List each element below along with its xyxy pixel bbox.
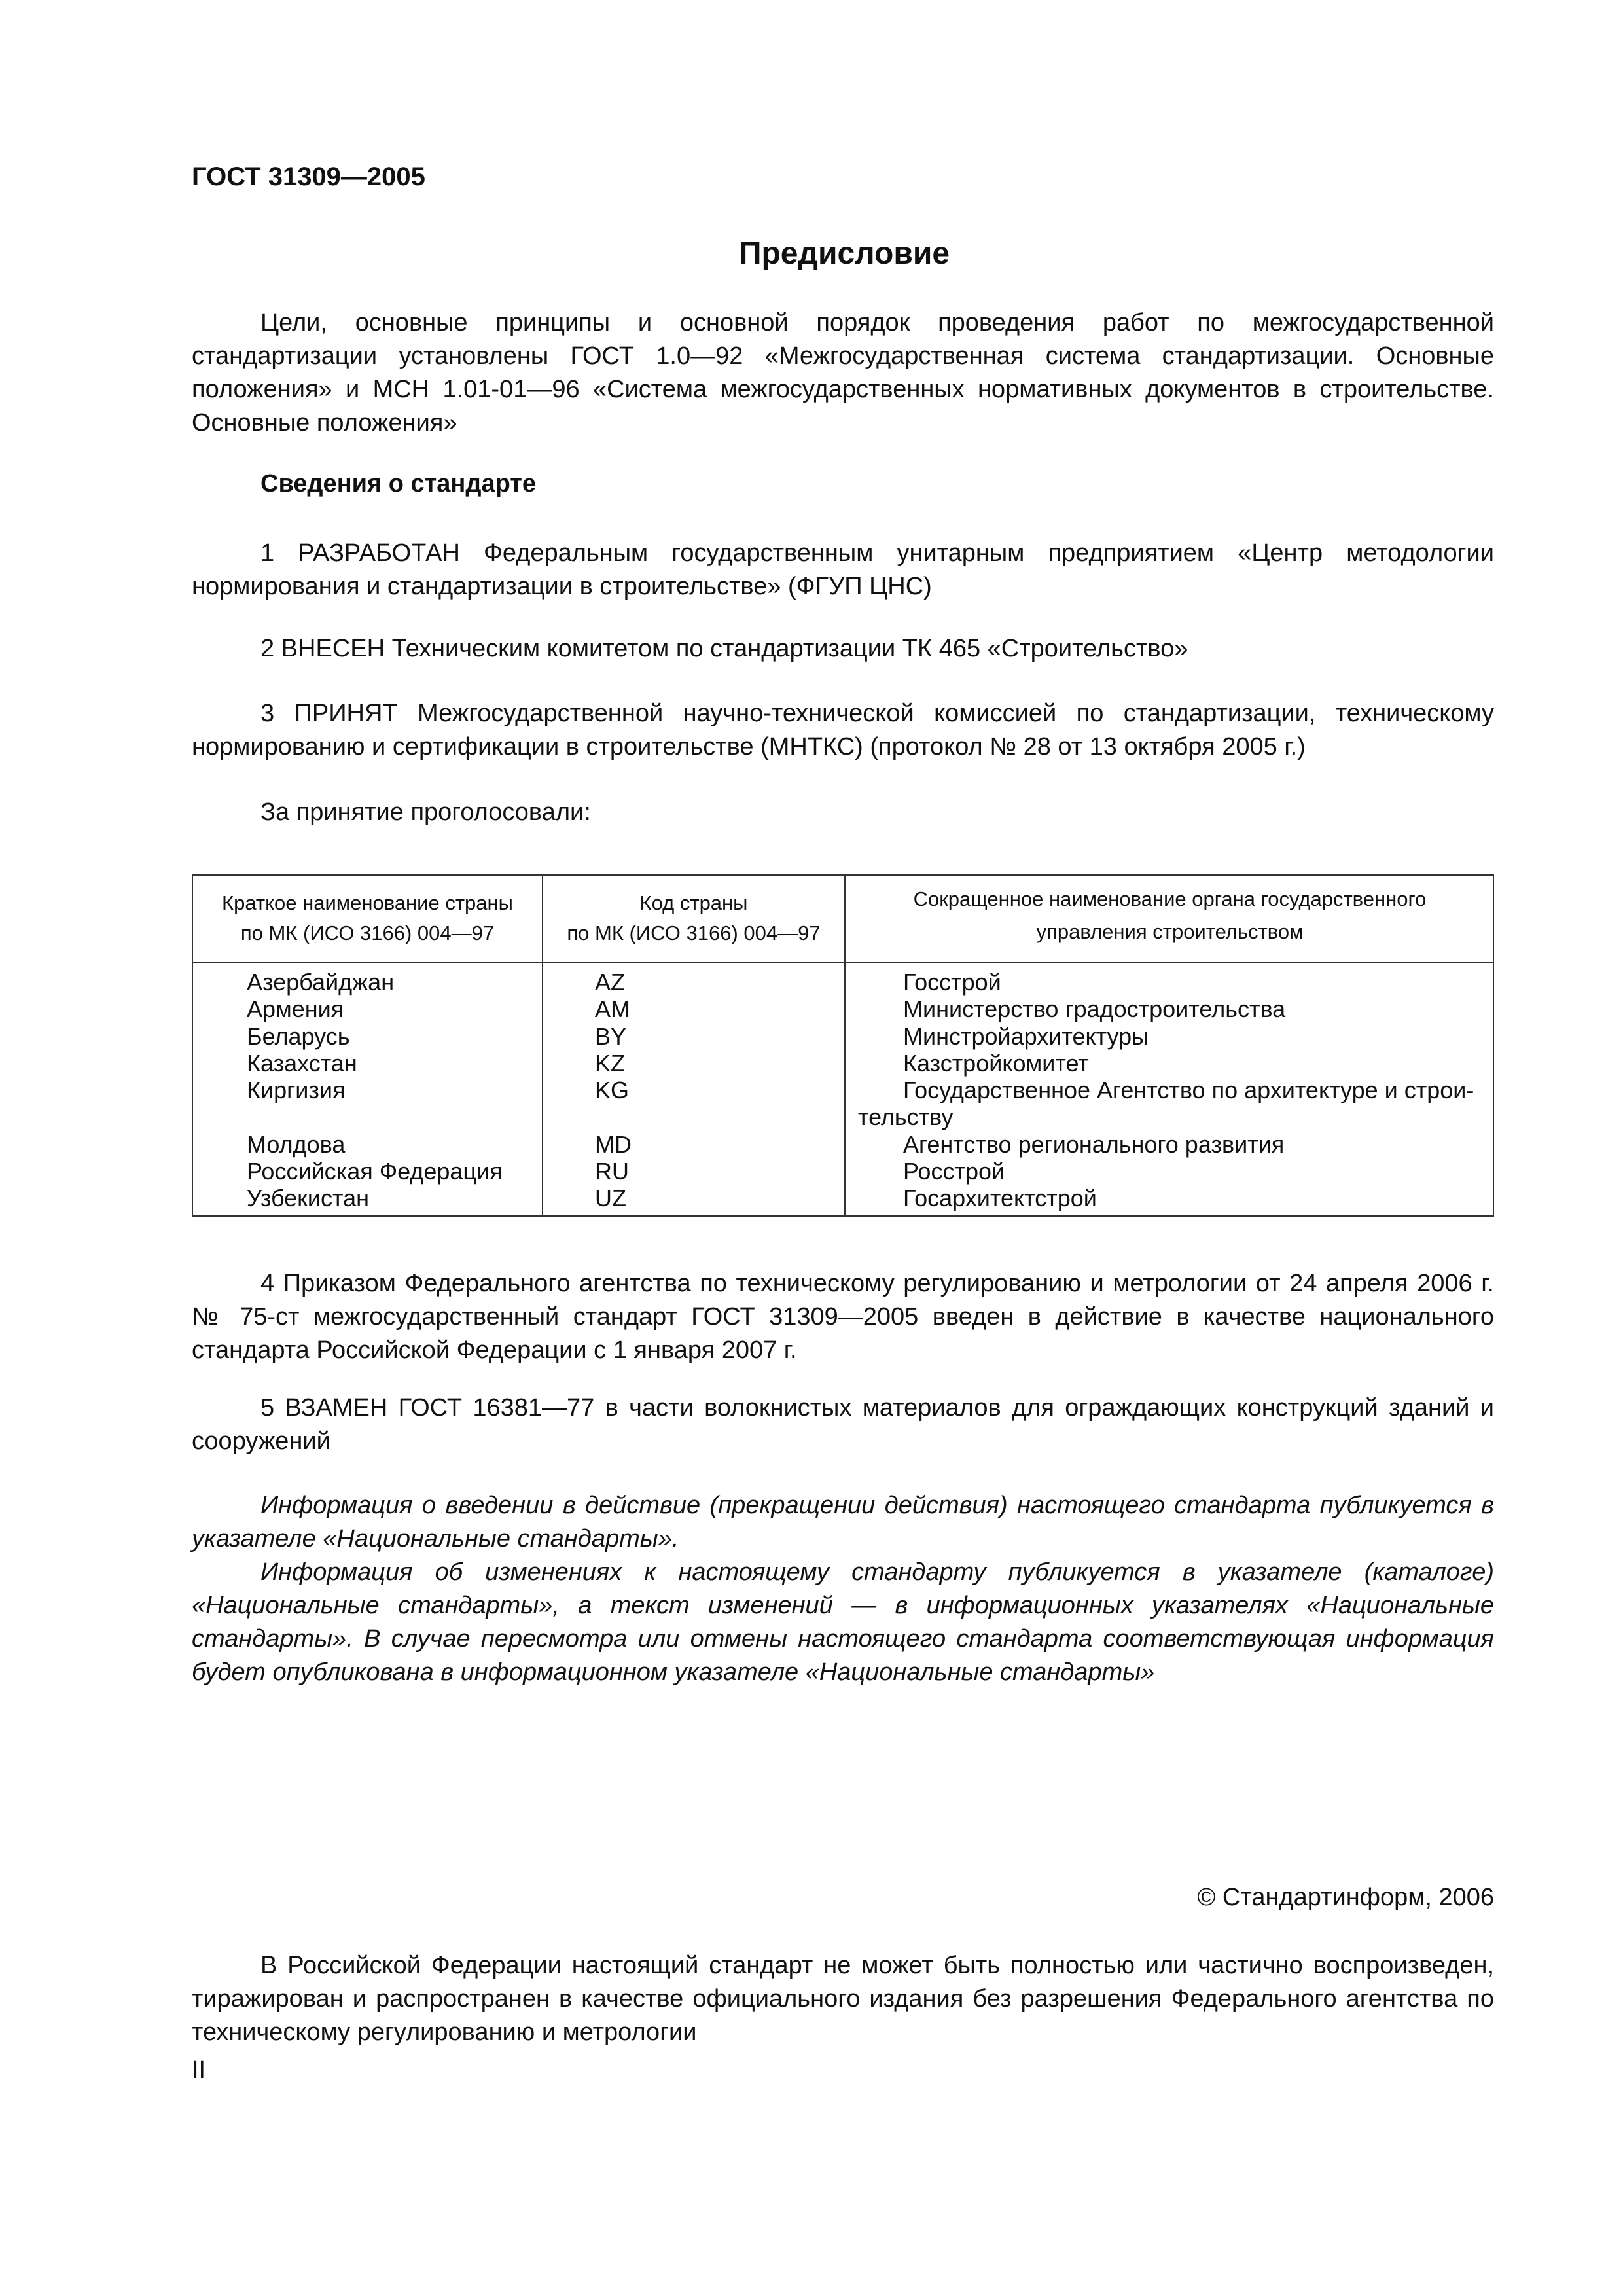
page-title: Предисловие: [738, 236, 950, 271]
rights-paragraph: В Российской Федерации настоящий стандарт не может быть полностью или частично воспроизведен, тиражирован и распространен в качестве официального издания без разрешения Федерального агентства по техническому регулированию и метрологии: [192, 1952, 1494, 2046]
org-column: [858, 969, 1486, 1212]
copyright: © Стандартинформ, 2006: [1197, 1884, 1494, 1911]
table-cell-org: Минстройархитектуры: [903, 1022, 1149, 1050]
page-number: II: [192, 2056, 206, 2084]
table-cell-code: RU: [595, 1158, 629, 1185]
table-cell-org: Госархитектстрой: [903, 1185, 1097, 1212]
item-2: 2 ВНЕСЕН Техническим комитетом по стандартизации ТК 465 «Строительство»: [260, 635, 1188, 662]
item-5: 5 ВЗАМЕН ГОСТ 16381—77 в части волокнистых материалов для ограждающих конструкций зданий и сооружений: [192, 1394, 1494, 1455]
table-cell-org: Росстрой: [903, 1158, 1005, 1185]
table-cell-code: MD: [595, 1130, 632, 1158]
intro-paragraph: Цели, основные принципы и основной порядок проведения работ по межгосударственной стандартизации установлены ГОСТ 1.0—92 «Межгосударственная система стандартизации. Основные положения» и МСН 1.01-01—96 «Система межгосударственных нормативных документов в строительстве. Основные положения»: [192, 309, 1494, 437]
table-cell-country: Киргизия: [247, 1077, 346, 1104]
table-cell-code: KG: [595, 1077, 630, 1104]
code-column: [595, 969, 632, 1212]
section-title: Сведения о стандарте: [260, 470, 537, 497]
table-cell-country: Российская Федерация: [247, 1158, 503, 1185]
voting-table: [192, 874, 1494, 1217]
table-cell-country: Казахстан: [247, 1049, 357, 1077]
table-cell-country: Молдова: [247, 1130, 346, 1158]
table-cell-country: Узбекистан: [247, 1185, 370, 1212]
table-cell-org: Агентство регионального развития: [903, 1130, 1285, 1158]
table-cell-org-continuation: тельству: [858, 1103, 954, 1131]
table-cell-org: Казстройкомитет: [903, 1049, 1089, 1077]
table-cell-code: AZ: [595, 969, 626, 996]
item-1: 1 РАЗРАБОТАН Федеральным государственным унитарным предприятием «Центр методологии нормирования и стандартизации в строительстве» (ФГУП ЦНС): [192, 539, 1494, 600]
document-code: ГОСТ 31309—2005: [192, 162, 425, 191]
note-introduction: Информация о введении в действие (прекращении действия) настоящего стандарта публикуется в указателе «Национальные стандарты».: [192, 1492, 1494, 1552]
table-cell-country: Армения: [247, 996, 344, 1023]
table-cell-org: Государственное Агентство по архитектуре и строи-: [903, 1077, 1474, 1104]
header-country: Краткое наименование страны по МК (ИСО 3166) 004—97: [222, 891, 513, 944]
table-cell-org: Министерство градостроительства: [903, 996, 1286, 1023]
table-cell-code: UZ: [595, 1185, 626, 1212]
table-cell-country: Беларусь: [247, 1022, 350, 1050]
header-org: Сокращенное наименование органа государственного управления строительством: [913, 888, 1427, 943]
note-changes: Информация об изменениях к настоящему стандарту публикуется в указателе (каталоге) «Национальные стандарты», а текст изменений — в информационных указателях «Национальные стандарты». В случае пересмотра или отмены настоящего стандарта соответствующая информация будет опубликована в информационном указателе «Национальные стандарты»: [192, 1558, 1494, 1686]
country-column: [247, 969, 503, 1212]
voted-label: За принятие проголосовали:: [260, 798, 591, 826]
table-cell-country: Азербайджан: [247, 969, 395, 996]
table-cell-code: AM: [595, 996, 630, 1023]
header-code: Код страны по МК (ИСО 3166) 004—97: [567, 891, 821, 944]
item-4: 4 Приказом Федерального агентства по техническому регулированию и метрологии от 24 апреля 2006 г. № 75-ст межгосударственный стандарт ГОСТ 31309—2005 введен в действие в качестве национального стандарта Российской Федерации с 1 января 2007 г.: [192, 1270, 1494, 1364]
table-cell-code: BY: [595, 1022, 627, 1050]
table-header-divider: [193, 962, 1493, 963]
table-cell-org: Госстрой: [903, 969, 1001, 996]
table-cell-code: KZ: [595, 1049, 626, 1077]
item-3: 3 ПРИНЯТ Межгосударственной научно-технической комиссией по стандартизации, техническому нормированию и сертификации в строительстве (МНТКС) (протокол № 28 от 13 октября 2005 г.): [192, 700, 1494, 761]
